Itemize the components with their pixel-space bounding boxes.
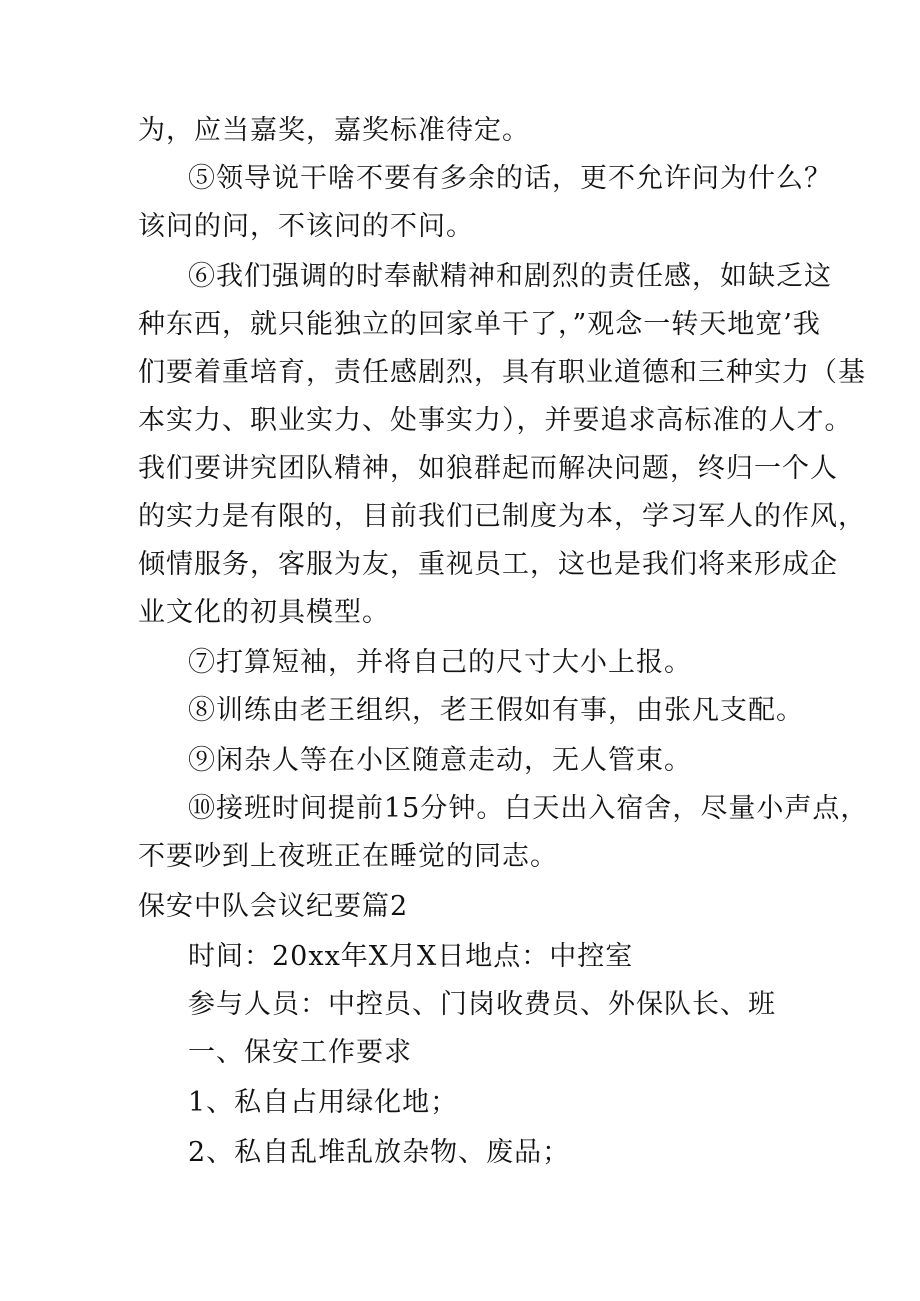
section-title: 保安中队会议纪要篇2	[138, 891, 409, 922]
paragraph-line: 为，应当嘉奖，嘉奖标准待定。	[138, 115, 530, 146]
paragraph-line: ⑤领导说干啥不要有多余的话，更不允许问为什么？	[188, 163, 832, 194]
heading-one: 一、保安工作要求	[188, 1037, 412, 1068]
meeting-time: 时间：20xx年X月X日地点：中控室	[188, 941, 634, 972]
paragraph-line: 该问的问，不该问的不问。	[138, 211, 474, 242]
paragraph-line: ⑩接班时间提前15分钟。白天出入宿舍，尽量小声点，	[188, 793, 869, 824]
paragraph-line: 不要吵到上夜班正在睡觉的同志。	[138, 841, 558, 872]
paragraph-line: 我们要讲究团队精神，如狼群起而解决问题，终归一个人	[138, 453, 838, 484]
paragraph-line: 们要着重培育，责任感剧烈，具有职业道德和三种实力（基	[138, 357, 866, 388]
list-item: 1、私自占用绿化地；	[188, 1087, 459, 1118]
paragraph-line: 业文化的初具模型。	[138, 597, 390, 628]
paragraph-line: ⑦打算短袖，并将自己的尺寸大小上报。	[188, 647, 692, 678]
paragraph-line: 本实力、职业实力、处事实力），并要追求高标准的人才。	[138, 405, 853, 436]
paragraph-line: ⑨闲杂人等在小区随意走动，无人管束。	[188, 745, 692, 776]
attendees-line: 参与人员：中控员、门岗收费员、外保队长、班	[188, 989, 776, 1020]
paragraph-line: ⑥我们强调的时奉献精神和剧烈的责任感，如缺乏这	[188, 261, 832, 292]
paragraph-line: 的实力是有限的，目前我们已制度为本，学习军人的作风，	[138, 501, 866, 532]
paragraph-line: ⑧训练由老王组织，老王假如有事，由张凡支配。	[188, 695, 804, 726]
list-item: 2、私自乱堆乱放杂物、废品；	[188, 1137, 571, 1168]
paragraph-line: 种东西，就只能独立的回家单干了，”观念一转天地宽’我	[138, 309, 821, 340]
paragraph-line: 倾情服务，客服为友，重视员工，这也是我们将来形成企	[138, 549, 838, 580]
